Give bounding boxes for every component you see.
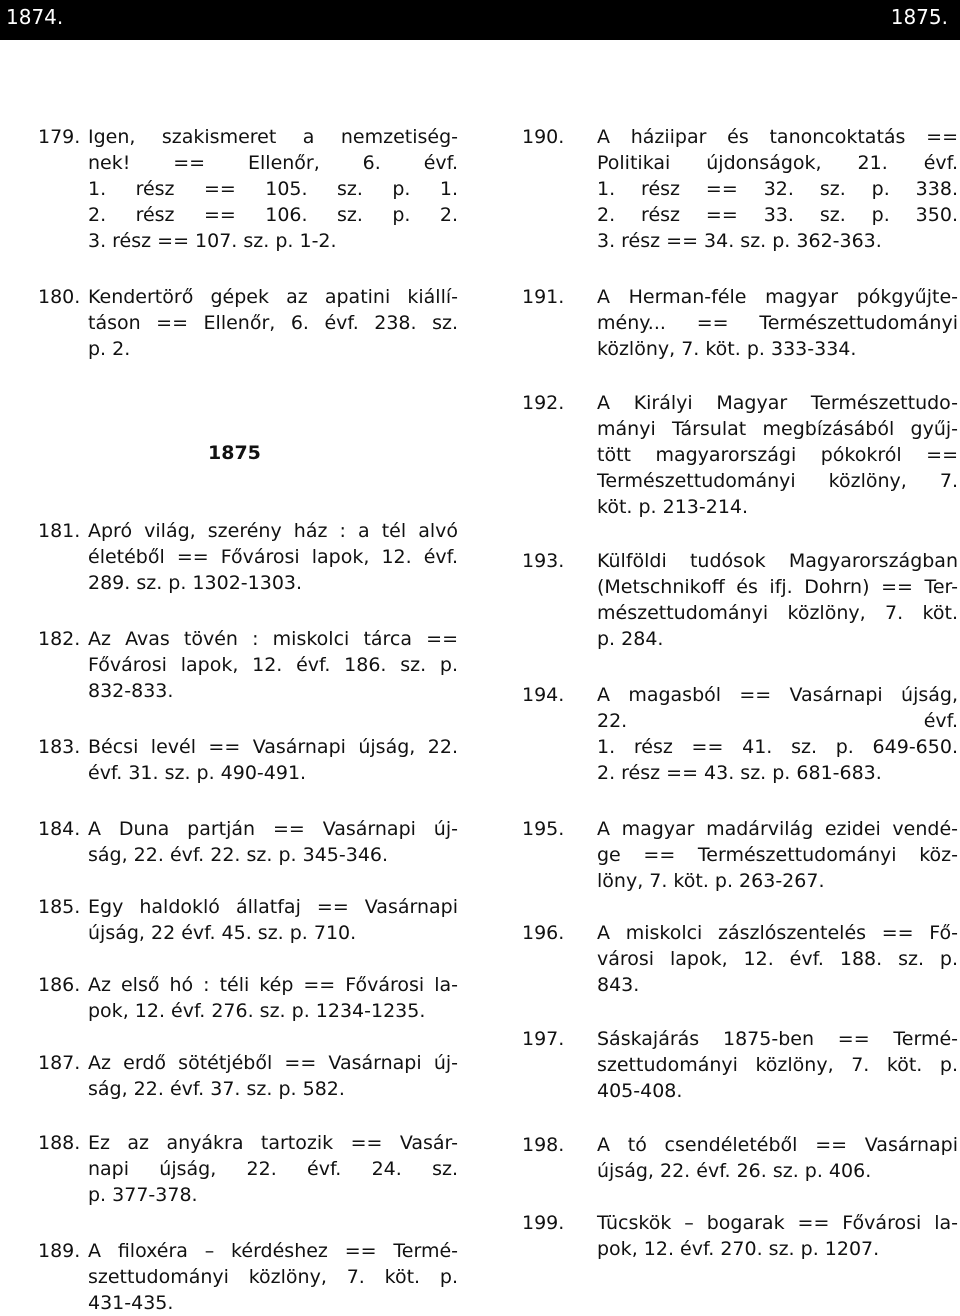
entry-line: ság, 22. évf. 37. sz. p. 582. <box>88 1078 345 1100</box>
entry-text <box>597 1026 958 1104</box>
entry-line: Sáskajárás 1875-ben == Termé- <box>597 1028 958 1050</box>
entry-line: A Királyi Magyar Természettudo- <box>597 392 958 414</box>
entry-line: (Metschnikoff és ifj. Dohrn) == Ter- <box>597 576 958 598</box>
entry-line: Az első hó : téli kép == Fővárosi la- <box>88 974 458 996</box>
entry-number: 189. <box>38 1240 81 1262</box>
entry-number: 191. <box>522 286 565 308</box>
entry-line: 843. <box>597 974 640 996</box>
entry-line: A tó csendéletéből == Vasárnapi <box>597 1134 958 1156</box>
entry-line: 832-833. <box>88 680 174 702</box>
entry-line: A háziipar és tanoncoktatás == <box>597 126 958 148</box>
entry-text <box>597 682 958 786</box>
entry-number: 199. <box>522 1212 565 1234</box>
entry-text <box>88 1130 458 1208</box>
entry-line: 289. sz. p. 1302-1303. <box>88 572 303 594</box>
year-heading: 1875 <box>208 442 261 464</box>
entry-line: 3. rész == 107. sz. p. 1-2. <box>88 230 337 252</box>
entry-line: tött magyarországi pókokról == <box>597 444 958 466</box>
entry-text <box>597 124 958 254</box>
entry-line: Az erdő sötétjéből == Vasárnapi új- <box>88 1052 458 1074</box>
entry-line: Politikai újdonságok, 21. évf. <box>597 152 958 174</box>
entry-number: 187. <box>38 1052 81 1074</box>
entry-line: városi lapok, 12. évf. 188. sz. p. <box>597 948 958 970</box>
entry-line: Igen, szakismeret a nemzetiség- <box>88 126 458 148</box>
entry-line: szettudományi közlöny, 7. köt. p. <box>88 1266 458 1288</box>
entry-line: mény... == Természettudományi <box>597 312 958 334</box>
entry-text <box>88 284 458 362</box>
entry-number: 192. <box>522 392 565 414</box>
entry-text <box>88 734 458 786</box>
entry-number: 188. <box>38 1132 81 1154</box>
entry-number: 183. <box>38 736 81 758</box>
entry-line: Kendertörő gépek az apatini kiállí- <box>88 286 458 308</box>
entry-number: 196. <box>522 922 565 944</box>
entry-text <box>597 284 958 362</box>
entry-text <box>88 518 458 596</box>
entry-line: Az Avas tövén : miskolci tárca == <box>88 628 458 650</box>
entry-line: 431-435. <box>88 1292 174 1314</box>
entry-number: 197. <box>522 1028 565 1050</box>
entry-line: Ez az anyákra tartozik == Vasár- <box>88 1132 458 1154</box>
entry-line: nek! == Ellenőr, 6. évf. <box>88 152 458 174</box>
entry-line: Bécsi levél == Vasárnapi újság, 22. <box>88 736 458 758</box>
entry-line: Apró világ, szerény ház : a tél alvó <box>88 520 458 542</box>
entry-line: újság, 22. évf. 26. sz. p. 406. <box>597 1160 872 1182</box>
entry-text <box>88 972 458 1024</box>
entry-line: 1. rész == 105. sz. p. 1. <box>88 178 458 200</box>
entry-line: p. 2. <box>88 338 131 360</box>
entry-line: p. 377-378. <box>88 1184 198 1206</box>
entry-line: A miskolci zászlószentelés == Fő- <box>597 922 958 944</box>
entry-text <box>88 124 458 254</box>
entry-text <box>597 390 958 520</box>
entry-line: p. 284. <box>597 628 664 650</box>
entry-line: táson == Ellenőr, 6. évf. 238. sz. <box>88 312 458 334</box>
entry-line: pok, 12. évf. 270. sz. p. 1207. <box>597 1238 880 1260</box>
entry-line: Tücskök – bogarak == Fővárosi la- <box>597 1212 958 1234</box>
entry-line: A filoxéra – kérdéshez == Termé- <box>88 1240 458 1262</box>
entry-line: napi újság, 22. évf. 24. sz. <box>88 1158 458 1180</box>
entry-number: 193. <box>522 550 565 572</box>
entry-line: évf. 31. sz. p. 490-491. <box>88 762 307 784</box>
entry-line: ság, 22. évf. 22. sz. p. 345-346. <box>88 844 389 866</box>
entry-line: löny, 7. köt. p. 263-267. <box>597 870 825 892</box>
entry-line: 2. rész == 33. sz. p. 350. <box>597 204 958 226</box>
entry-line: Egy haldokló állatfaj == Vasárnapi <box>88 896 458 918</box>
entry-line: ge == Természettudományi köz- <box>597 844 958 866</box>
entry-number: 194. <box>522 684 565 706</box>
entry-text <box>597 1132 958 1184</box>
entry-line: 2. rész == 106. sz. p. 2. <box>88 204 458 226</box>
entry-line: közlöny, 7. köt. p. 333-334. <box>597 338 857 360</box>
entry-text <box>597 816 958 894</box>
entry-text <box>597 920 958 998</box>
entry-line: A Duna partján == Vasárnapi új- <box>88 818 458 840</box>
page-header <box>0 0 960 40</box>
entry-line: 1. rész == 32. sz. p. 338. <box>597 178 958 200</box>
entry-line: A magasból == Vasárnapi újság, <box>597 684 958 706</box>
entry-text <box>88 1238 458 1316</box>
entry-line: pok, 12. évf. 276. sz. p. 1234-1235. <box>88 1000 426 1022</box>
entry-text <box>88 816 458 868</box>
entry-number: 182. <box>38 628 81 650</box>
entry-line: Külföldi tudósok Magyarországban <box>597 550 958 572</box>
entry-line: A magyar madárvilág ezidei vendé- <box>597 818 958 840</box>
entry-text <box>597 548 958 652</box>
entry-line: A Herman-féle magyar pókgyűjte- <box>597 286 958 308</box>
entry-line: 22. évf. <box>597 710 958 732</box>
entry-text <box>88 626 458 704</box>
header-year-right: 1875. <box>890 5 948 29</box>
entry-number: 179. <box>38 126 81 148</box>
entry-number: 185. <box>38 896 81 918</box>
entry-line: Fővárosi lapok, 12. évf. 186. sz. p. <box>88 654 458 676</box>
entry-text <box>88 894 458 946</box>
entry-line: 3. rész == 34. sz. p. 362-363. <box>597 230 882 252</box>
entry-text <box>597 1210 958 1262</box>
entry-text <box>88 1050 458 1102</box>
entry-number: 181. <box>38 520 81 542</box>
entry-number: 184. <box>38 818 81 840</box>
entry-line: 1. rész == 41. sz. p. 649-650. <box>597 736 958 758</box>
entry-number: 198. <box>522 1134 565 1156</box>
entry-line: 405-408. <box>597 1080 683 1102</box>
entry-line: köt. p. 213-214. <box>597 496 749 518</box>
header-year-left: 1874. <box>6 5 64 29</box>
entry-line: mészettudományi közlöny, 7. köt. <box>597 602 958 624</box>
entry-number: 190. <box>522 126 565 148</box>
entry-number: 180. <box>38 286 81 308</box>
entry-line: Természettudományi közlöny, 7. <box>597 470 958 492</box>
entry-number: 195. <box>522 818 565 840</box>
entry-line: életéből == Fővárosi lapok, 12. évf. <box>88 546 458 568</box>
entry-line: 2. rész == 43. sz. p. 681-683. <box>597 762 882 784</box>
entry-line: mányi Társulat megbízásából gyűj- <box>597 418 958 440</box>
entry-line: szettudományi közlöny, 7. köt. p. <box>597 1054 958 1076</box>
entry-number: 186. <box>38 974 81 996</box>
entry-line: újság, 22 évf. 45. sz. p. 710. <box>88 922 357 944</box>
